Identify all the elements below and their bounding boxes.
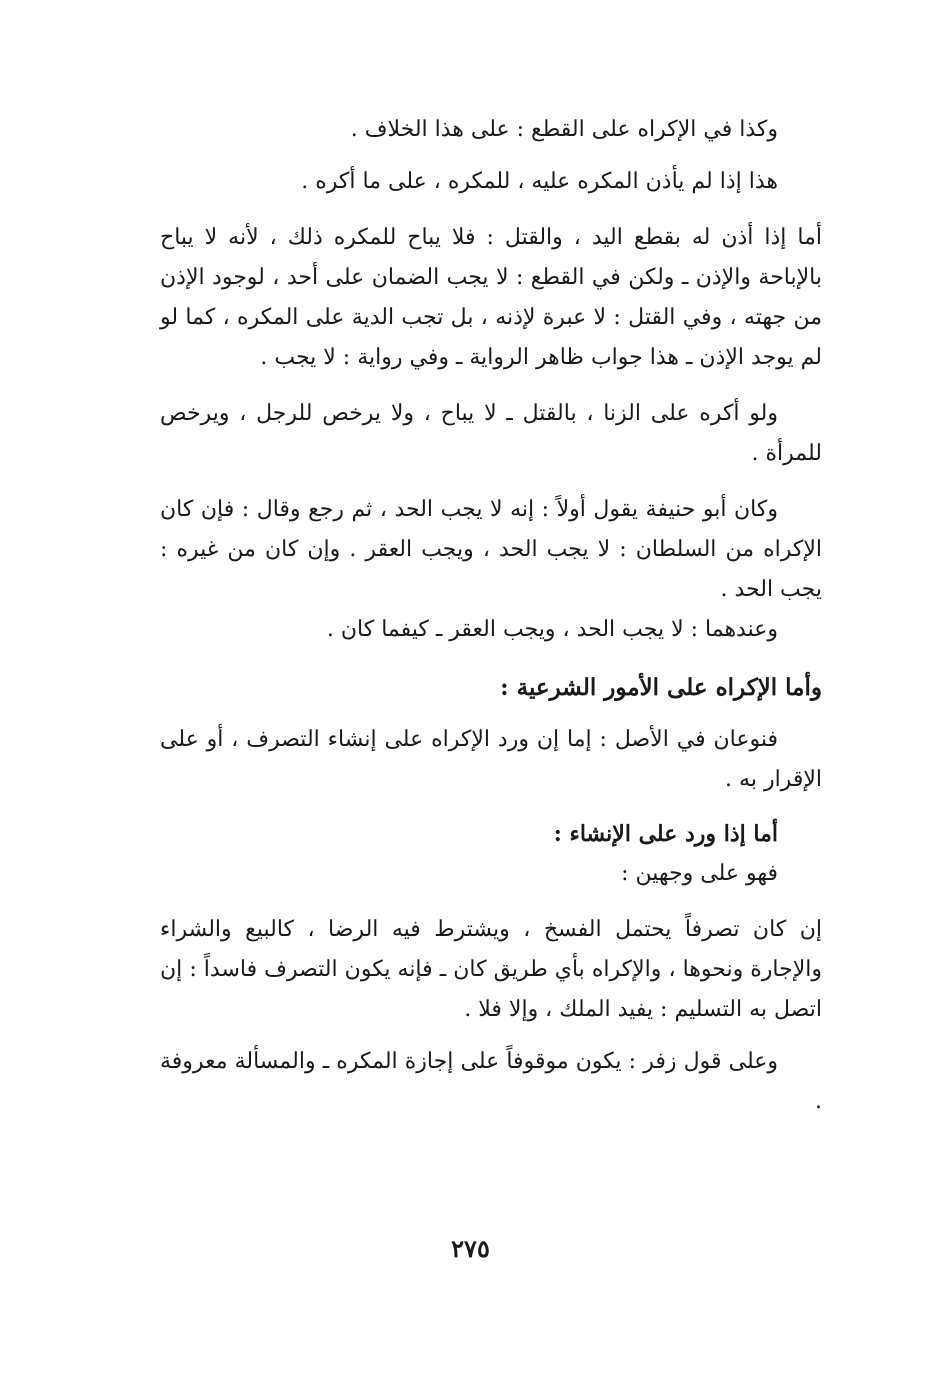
subsection-paragraph-1: إن كان تصرفاً يحتمل الفسخ ، ويشترط فيه الرضا ، كالبيع والشراء والإجارة ونحوها ، والإكراه بأي طريق كان ـ فإنه يكون التصرف فاسداً : إن اتصل به التسليم : يفيد الملك ، وإلا فلا . [160,917,822,1022]
paragraph-2: هذا إذا لم يأذن المكره عليه ، للمكره ، على ما أكره . [301,169,778,194]
paragraph-5: وكان أبو حنيفة يقول أولاً : إنه لا يجب الحد ، ثم رجع وقال : فإن كان الإكراه من السلطان : لا يجب الحد ، ويجب العقر . وإن كان من غيره : يجب الحد . [160,497,822,602]
paragraph-1: وكذا في الإكراه على القطع : على هذا الخلاف . [350,117,778,142]
paragraph-6: وعندهما : لا يجب الحد ، ويجب العقر ـ كيفما كان . [326,617,778,642]
paragraph-4: ولو أكره على الزنا ، بالقتل ـ لا يباح ، ولا يرخص للرجل ، ويرخص للمرأة . [160,401,822,466]
paragraph-3: أما إذا أذن له بقطع اليد ، والقتل : فلا يباح للمكره ذلك ، لأنه لا يباح بالإباحة والإذن ـ ولكن في القطع : لا يجب الضمان على أحد ، لوجود الإذن من جهته ، وفي القتل : لا عبرة لإذنه ، بل تجب الدية على المكره ، كما لو لم يوجد الإذن ـ هذا جواب ظاهر الرواية ـ وفي رواية : لا يجب . [160,225,822,370]
section-heading: وأما الإكراه على الأمور الشرعية : [500,674,822,701]
heading-paragraph: فنوعان في الأصل : إما إن ورد الإكراه على إنشاء التصرف ، أو على الإقرار به . [160,727,822,792]
page-body [160,110,822,1122]
page-number: ٢٧٥ [451,1234,490,1263]
subsection-intro: فهو على وجهين : [621,861,778,886]
subsection-paragraph-2: وعلى قول زفر : يكون موقوفاً على إجازة المكره ـ والمسألة معروفة . [160,1049,822,1114]
subsection-heading: أما إذا ورد على الإنشاء : [553,821,778,847]
